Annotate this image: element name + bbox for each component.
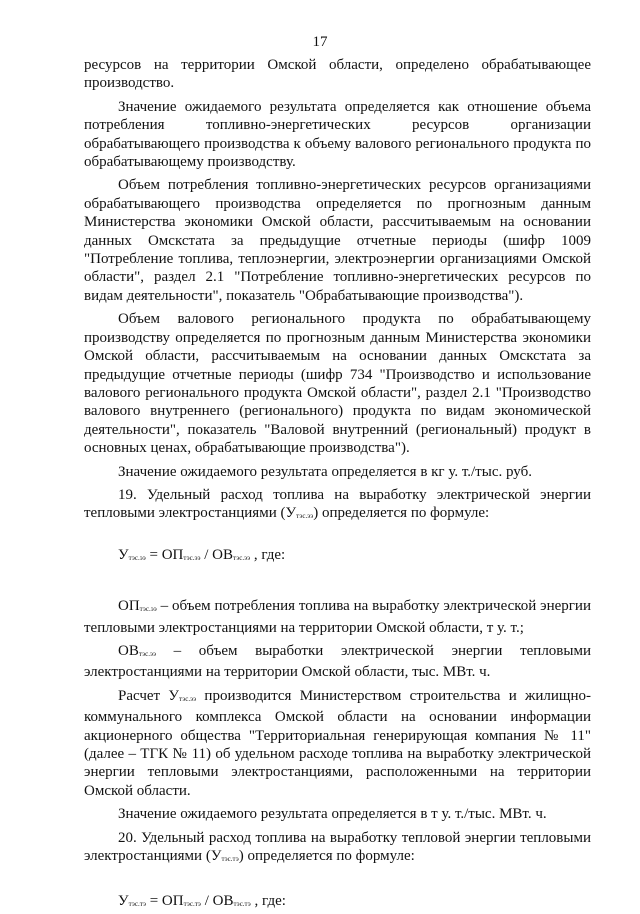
formula-tail: , где: [250,546,286,563]
page-number: 17 [312,34,328,50]
definition-symbol: ОП [118,598,140,615]
item-20-outro: ) определяется по формуле: [238,848,415,865]
paragraph-gross-product: Объем валового регионального продукта по обрабатывающему производству определяется по прогнозным данным Министерства экономики Омской области, рассчитываемым на основании данных Омскстата за предыдущие отчетные периоды (шифр 734 "Производство и использование валового регионального продукта Омской области", раздел 2.1 "Производство валового внутреннего (регионального) продукта по видам экономической деятельности", показатель "Валовой внутренний (региональный) продукт в основных ценах, обрабатывающие производства"). [84,311,591,457]
formula-lhs: У [118,546,129,563]
definition-symbol: ОВ [118,642,139,659]
paragraph-unit-kg: Значение ожидаемого результата определяется в кг у. т./тыс. руб. [118,463,532,480]
item-20: 20. Удельный расход топлива на выработку тепловой энергии тепловыми электростанциями (Утэс.тэ) определяется по формуле: [84,829,591,865]
calc-sub: тэс.ээ [179,694,197,703]
definition-text: – объем потребления топлива на выработку электрической энергии тепловыми электростанциями на территории Омской области, т у. т.; [84,598,591,636]
calc-post: производится Министерством строительства и жилищно-коммунального комплекса Омской области на основании информации акционерного общества "Территориальная генерирующая компания № 11" (далее – ТГК № 11) об удельном расходе топлива на выработку электрической энергии тепловыми электростанциями, расположенными на территории Омской области. [84,687,591,799]
definition-sub: тэс.ээ [139,605,157,614]
item-20-intro: 20. Удельный расход топлива на выработку тепловой энергии тепловыми электростанциями ( [84,829,591,865]
definition-ov [84,642,591,682]
formula-div: / ОВ [200,546,233,563]
paragraph-continuation: ресурсов на территории Омской области, определено обрабатывающее производство. [84,57,591,92]
formula-lhs-sub: тэс.ээ [128,553,146,562]
definition-sub: тэс.ээ [138,649,156,658]
paragraph-value-ratio: Значение ожидаемого результата определяется как отношение объема потребления топливно-энергетических ресурсов организации обрабатывающего производства к объему валового регионального продукта по обрабатывающему производству. [84,98,591,171]
paragraph-unit-mwh: Значение ожидаемого результата определяется в т у. т./тыс. МВт. ч. [118,806,547,823]
definition-op [84,597,591,637]
formula-ov-sub: тэс.тэ [233,900,251,909]
formula-tail: , где: [250,893,286,910]
item-19-sub: тэс.ээ [296,512,314,521]
calc-pre: Расчет У [118,687,180,704]
formula-electric [84,546,591,567]
formula-op-sub: тэс.тэ [183,900,201,909]
paragraph-volume-consumption: Объем потребления топливно-энергетических ресурсов организациями обрабатывающего производства определяется по прогнозным данным Министерства экономики Омской области, рассчитываемым на основании данных Омскстата за предыдущие отчетные периоды (шифр 1009 "Потребление топлива, теплоэнергии, электроэнергии организациями Омской области", раздел 2.1 "Потребление топливно-энергетических ресурсов по видам деятельности", показатель "Обрабатывающие производства"). [84,177,591,304]
definition-text: – объем выработки электрической энергии тепловыми электростанциями на территории Омской области, тыс. МВт. ч. [84,642,591,681]
formula-thermal [84,892,591,913]
formula-ov-sub: тэс.ээ [232,553,251,562]
formula-eq: = ОП [145,893,184,910]
item-19: 19. Удельный расход топлива на выработку электрической энергии тепловыми электростанциями (Утэс.ээ) определяется по формуле: [84,486,591,522]
formula-lhs: У [118,893,129,910]
formula-op-sub: тэс.ээ [183,553,201,562]
document-body [84,56,591,914]
item-20-sub: тэс.тэ [221,855,239,864]
item-19-intro: 19. Удельный расход топлива на выработку электрической энергии тепловыми электростанциями ( [84,486,591,522]
formula-eq: = ОП [145,546,184,563]
formula-lhs-sub: тэс.тэ [128,900,146,909]
paragraph-calculation [84,687,591,800]
item-19-outro: ) определяется по формуле: [313,505,490,522]
formula-div: / ОВ [200,893,234,910]
